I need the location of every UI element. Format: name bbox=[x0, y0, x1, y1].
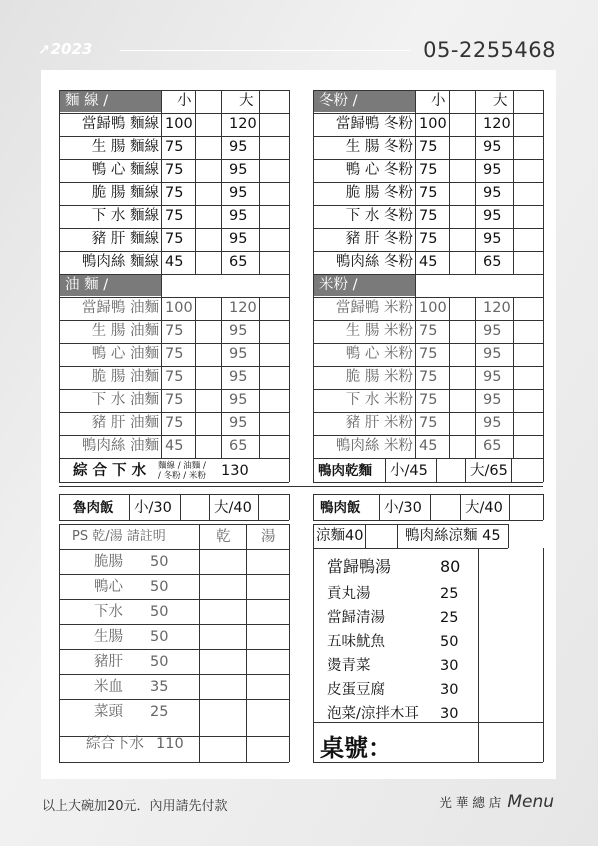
grid-line bbox=[313, 524, 314, 548]
mifen-item-large-price: 95 bbox=[483, 415, 502, 431]
mifen-item-small-price: 100 bbox=[419, 300, 447, 316]
grid-line bbox=[209, 494, 210, 520]
grid-line bbox=[59, 674, 289, 675]
youmian-item-small-price: 75 bbox=[165, 323, 184, 339]
noodle-item-small-price: 100 bbox=[165, 116, 193, 132]
dry-noodle-small: 小/45 bbox=[390, 463, 428, 479]
mifen-item-large-price: 95 bbox=[483, 346, 502, 362]
duck-cold-noodle: 鴨肉絲涼麵 45 bbox=[405, 528, 501, 544]
grid-line bbox=[59, 649, 289, 650]
duck-rice-name: 鴨肉飯 bbox=[320, 500, 361, 516]
grid-line bbox=[221, 90, 222, 274]
grid-line bbox=[475, 297, 476, 458]
grid-line bbox=[195, 90, 196, 274]
grid-line bbox=[449, 90, 450, 274]
noodle-item-small-price: 75 bbox=[165, 208, 184, 224]
side-item-name: 米血 bbox=[94, 679, 123, 695]
grid-line bbox=[415, 297, 416, 458]
grid-line bbox=[59, 599, 289, 600]
youmian-item-small-price: 75 bbox=[165, 346, 184, 362]
grid-line bbox=[543, 90, 544, 274]
dry-noodle-large: 大/65 bbox=[470, 463, 508, 479]
side-item-name: 生腸 bbox=[94, 629, 123, 645]
dongfen-item-small-price: 75 bbox=[419, 208, 438, 224]
youmian-item-small-price: 75 bbox=[165, 415, 184, 431]
grid-line bbox=[289, 458, 290, 482]
side-combo-price: 110 bbox=[156, 736, 184, 752]
grid-line bbox=[313, 458, 543, 459]
youmian-item-large-price: 95 bbox=[229, 346, 248, 362]
grid-line bbox=[313, 548, 314, 762]
footer-store bbox=[439, 792, 554, 812]
grid-line bbox=[513, 90, 514, 274]
youmian-item-large-price: 95 bbox=[229, 415, 248, 431]
side-item-price: 25 bbox=[150, 704, 169, 720]
noodle-item-large-price: 95 bbox=[229, 185, 248, 201]
grid-line bbox=[59, 494, 289, 495]
mifen-item-large-price: 95 bbox=[483, 369, 502, 385]
dongfen-item-name: 下 水 冬粉 bbox=[345, 208, 413, 224]
soup-item-name: 當歸清湯 bbox=[327, 610, 385, 626]
header-divider bbox=[120, 50, 410, 51]
grid-line bbox=[289, 90, 290, 274]
grid-line bbox=[460, 494, 461, 520]
dongfen-small-label: 小 bbox=[431, 93, 446, 109]
youmian-item-small-price: 100 bbox=[165, 300, 193, 316]
noodle-item-small-price: 45 bbox=[165, 254, 184, 270]
mifen-item-large-price: 65 bbox=[483, 438, 502, 454]
mifen-item-name: 下 水 米粉 bbox=[345, 392, 413, 408]
noodle-item-large-price: 65 bbox=[229, 254, 248, 270]
soup-item-price: 30 bbox=[440, 658, 459, 674]
mifen-item-small-price: 75 bbox=[419, 392, 438, 408]
grid-line bbox=[195, 297, 196, 458]
mixed-offal-price: 130 bbox=[221, 463, 249, 479]
grid-line bbox=[59, 524, 60, 762]
grid-line bbox=[59, 274, 60, 458]
dongfen-item-large-price: 65 bbox=[483, 254, 502, 270]
grid-line bbox=[59, 524, 289, 525]
phone-number: 05-2255468 bbox=[423, 38, 556, 62]
dongfen-item-name: 生 腸 冬粉 bbox=[345, 139, 413, 155]
grid-line bbox=[59, 624, 289, 625]
youmian-item-large-price: 95 bbox=[229, 392, 248, 408]
dongfen-item-name: 豬 肝 冬粉 bbox=[345, 231, 413, 247]
grid-line bbox=[180, 494, 181, 520]
youmian-item-large-price: 95 bbox=[229, 369, 248, 385]
side-item-name: 鴨心 bbox=[94, 579, 123, 595]
dry-column-label: 乾 bbox=[216, 529, 231, 545]
grid-line bbox=[246, 524, 247, 762]
grid-line bbox=[59, 458, 289, 459]
grid-line bbox=[478, 548, 479, 762]
duck-rice-large: 大/40 bbox=[465, 500, 503, 516]
braised-pork-rice-small: 小/30 bbox=[134, 500, 172, 516]
youmian-item-large-price: 95 bbox=[229, 323, 248, 339]
noodle-item-name: 當歸鴨 麵線 bbox=[81, 116, 159, 132]
side-item-price: 50 bbox=[150, 554, 169, 570]
mixed-noodle-options: 麵線 / 油麵 / bbox=[158, 461, 206, 471]
section-divider bbox=[59, 486, 543, 487]
grid-line bbox=[365, 524, 366, 548]
mifen-item-name: 豬 肝 米粉 bbox=[345, 415, 413, 431]
soup-item-price: 80 bbox=[440, 557, 461, 576]
soup-item-price: 50 bbox=[440, 634, 459, 650]
sides-header: PS 乾/湯 請註明 bbox=[72, 529, 166, 544]
dongfen-large-label: 大 bbox=[493, 93, 508, 109]
grid-line bbox=[289, 494, 290, 520]
grid-line bbox=[258, 494, 259, 520]
dongfen-item-name: 鴨 心 冬粉 bbox=[345, 162, 413, 178]
grid-line bbox=[313, 274, 314, 458]
grid-line bbox=[59, 482, 289, 483]
youmian-item-name: 鴨 心 油麵 bbox=[91, 346, 159, 362]
grid-line bbox=[129, 494, 130, 520]
noodle-item-large-price: 120 bbox=[229, 116, 257, 132]
dongfen-item-small-price: 75 bbox=[419, 231, 438, 247]
grid-line bbox=[221, 297, 222, 458]
grid-line bbox=[161, 90, 162, 274]
grid-line bbox=[289, 297, 290, 458]
grid-line bbox=[59, 494, 60, 520]
grid-line bbox=[543, 494, 544, 520]
soup-item-name: 燙青菜 bbox=[327, 658, 371, 674]
grid-line bbox=[59, 458, 60, 482]
dongfen-header: 冬粉 / bbox=[314, 91, 415, 112]
noodle-header: 麵 線 / bbox=[60, 91, 161, 112]
grid-line bbox=[509, 494, 510, 520]
grid-line bbox=[313, 482, 543, 483]
youmian-item-name: 生 腸 油麵 bbox=[91, 323, 159, 339]
soup-column-label: 湯 bbox=[261, 529, 276, 545]
side-item-name: 菜頭 bbox=[94, 704, 123, 720]
soup-item-name: 貢丸湯 bbox=[327, 586, 371, 602]
noodle-item-name: 生 腸 麵線 bbox=[91, 139, 159, 155]
mifen-item-name: 脆 腸 米粉 bbox=[345, 369, 413, 385]
grid-line bbox=[475, 90, 476, 274]
dongfen-item-large-price: 95 bbox=[483, 162, 502, 178]
side-combo-name: 綜合下水 bbox=[86, 736, 144, 752]
noodle-item-large-price: 95 bbox=[229, 231, 248, 247]
dongfen-item-name: 當歸鴨 冬粉 bbox=[335, 116, 413, 132]
grid-line bbox=[161, 274, 162, 297]
mifen-item-name: 當歸鴨 米粉 bbox=[335, 300, 413, 316]
soup-item-name: 五味魷魚 bbox=[327, 634, 385, 650]
grid-line bbox=[259, 90, 260, 274]
dongfen-item-small-price: 75 bbox=[419, 139, 438, 155]
grid-line bbox=[59, 699, 289, 700]
mifen-item-large-price: 95 bbox=[483, 392, 502, 408]
dongfen-item-small-price: 75 bbox=[419, 162, 438, 178]
side-item-price: 35 bbox=[150, 679, 169, 695]
noodle-item-large-price: 95 bbox=[229, 139, 248, 155]
youmian-item-name: 鴨肉絲 油麵 bbox=[81, 438, 159, 454]
noodle-item-name: 脆 腸 麵線 bbox=[91, 185, 159, 201]
grid-line bbox=[289, 274, 290, 297]
grid-line bbox=[543, 458, 544, 482]
mifen-item-name: 鴨 心 米粉 bbox=[345, 346, 413, 362]
mifen-item-small-price: 75 bbox=[419, 346, 438, 362]
grid-line bbox=[313, 520, 543, 521]
noodle-item-small-price: 75 bbox=[165, 139, 184, 155]
grid-line bbox=[59, 549, 289, 550]
grid-line bbox=[59, 574, 289, 575]
grid-line bbox=[59, 762, 289, 763]
mifen-item-small-price: 75 bbox=[419, 323, 438, 339]
side-item-name: 下水 bbox=[94, 604, 123, 620]
youmian-item-small-price: 75 bbox=[165, 392, 184, 408]
soup-item-price: 25 bbox=[440, 610, 459, 626]
mifen-item-name: 鴨肉絲 米粉 bbox=[335, 438, 413, 454]
soup-item-name: 泡菜/涼拌木耳 bbox=[327, 706, 419, 722]
noodle-item-name: 下 水 麵線 bbox=[91, 208, 159, 224]
side-item-name: 豬肝 bbox=[94, 654, 123, 670]
table-number-label: 桌號： bbox=[320, 734, 392, 762]
braised-pork-rice-large: 大/40 bbox=[214, 500, 252, 516]
noodle-item-name: 鴨 心 麵線 bbox=[91, 162, 159, 178]
soup-item-price: 30 bbox=[440, 682, 459, 698]
menu-word: Menu bbox=[507, 792, 554, 812]
youmian-item-name: 當歸鴨 油麵 bbox=[81, 300, 159, 316]
youmian-item-name: 下 水 油麵 bbox=[91, 392, 159, 408]
mixed-offal-name: 綜 合 下 水 bbox=[73, 463, 147, 479]
grid-line bbox=[289, 524, 290, 762]
grid-line bbox=[513, 297, 514, 458]
grid-line bbox=[436, 458, 437, 482]
grid-line bbox=[449, 297, 450, 458]
year-text: 2023 bbox=[50, 40, 93, 58]
youmian-item-name: 脆 腸 油麵 bbox=[91, 369, 159, 385]
grid-line bbox=[59, 90, 60, 274]
grid-line bbox=[397, 524, 398, 548]
grid-line bbox=[415, 274, 416, 297]
noodle-item-large-price: 95 bbox=[229, 162, 248, 178]
noodle-item-small-price: 75 bbox=[165, 231, 184, 247]
grid-line bbox=[313, 90, 314, 274]
footer-note: 以上大碗加20元．內用請先付款 bbox=[42, 799, 228, 814]
mifen-item-large-price: 95 bbox=[483, 323, 502, 339]
soup-item-price: 25 bbox=[440, 586, 459, 602]
mifen-item-large-price: 120 bbox=[483, 300, 511, 316]
grid-line bbox=[385, 458, 386, 482]
side-item-name: 脆腸 bbox=[94, 554, 123, 570]
noodle-item-name: 鴨肉絲 麵線 bbox=[81, 254, 159, 270]
dongfen-item-large-price: 95 bbox=[483, 139, 502, 155]
duck-rice-small: 小/30 bbox=[384, 500, 422, 516]
grid-line bbox=[379, 494, 380, 520]
dongfen-item-name: 脆 腸 冬粉 bbox=[345, 185, 413, 201]
side-item-price: 50 bbox=[150, 579, 169, 595]
store-name: 光 華 總 店 bbox=[439, 795, 502, 810]
dongfen-item-small-price: 75 bbox=[419, 185, 438, 201]
youmian-item-large-price: 120 bbox=[229, 300, 257, 316]
grid-line bbox=[199, 524, 200, 762]
noodle-item-small-price: 75 bbox=[165, 185, 184, 201]
grid-line bbox=[313, 494, 314, 520]
grid-line bbox=[259, 297, 260, 458]
dongfen-item-name: 鴨肉絲 冬粉 bbox=[335, 254, 413, 270]
youmian-item-small-price: 45 bbox=[165, 438, 184, 454]
noodle-item-name: 豬 肝 麵線 bbox=[91, 231, 159, 247]
dongfen-item-large-price: 120 bbox=[483, 116, 511, 132]
dongfen-item-large-price: 95 bbox=[483, 185, 502, 201]
soup-item-name: 當歸鴨湯 bbox=[327, 557, 392, 576]
youmian-header: 油 麵 / bbox=[60, 275, 161, 296]
soup-item-name: 皮蛋豆腐 bbox=[327, 682, 385, 698]
noodle-large-label: 大 bbox=[239, 93, 254, 109]
youmian-item-name: 豬 肝 油麵 bbox=[91, 415, 159, 431]
soup-item-price: 30 bbox=[440, 706, 459, 722]
grid-line bbox=[313, 458, 314, 482]
side-item-price: 50 bbox=[150, 654, 169, 670]
cold-noodle: 涼麵40 bbox=[316, 528, 364, 544]
side-item-price: 50 bbox=[150, 604, 169, 620]
dongfen-item-small-price: 100 bbox=[419, 116, 447, 132]
noodle-item-large-price: 95 bbox=[229, 208, 248, 224]
grid-line bbox=[543, 548, 544, 762]
grid-line bbox=[415, 90, 416, 274]
dongfen-item-large-price: 95 bbox=[483, 231, 502, 247]
mifen-item-small-price: 45 bbox=[419, 438, 438, 454]
dry-noodle-name: 鴨肉乾麵 bbox=[318, 463, 372, 479]
mifen-header: 米粉 / bbox=[314, 275, 415, 296]
noodle-item-small-price: 75 bbox=[165, 162, 184, 178]
noodle-small-label: 小 bbox=[177, 93, 192, 109]
braised-pork-rice-name: 魯肉飯 bbox=[73, 500, 114, 516]
grid-line bbox=[508, 524, 509, 548]
youmian-item-small-price: 75 bbox=[165, 369, 184, 385]
dongfen-item-small-price: 45 bbox=[419, 254, 438, 270]
mifen-item-small-price: 75 bbox=[419, 415, 438, 431]
grid-line bbox=[511, 458, 512, 482]
grid-line bbox=[59, 520, 289, 521]
grid-line bbox=[543, 274, 544, 297]
grid-line bbox=[161, 297, 162, 458]
grid-line bbox=[430, 494, 431, 520]
dongfen-item-large-price: 95 bbox=[483, 208, 502, 224]
youmian-item-large-price: 65 bbox=[229, 438, 248, 454]
mixed-noodle-options-2: / 冬粉 / 米粉 bbox=[158, 471, 206, 481]
mifen-item-name: 生 腸 米粉 bbox=[345, 323, 413, 339]
year-label: ➚2023 bbox=[38, 40, 93, 58]
side-item-price: 50 bbox=[150, 629, 169, 645]
grid-line bbox=[543, 297, 544, 458]
mifen-item-small-price: 75 bbox=[419, 369, 438, 385]
grid-line bbox=[465, 458, 466, 482]
